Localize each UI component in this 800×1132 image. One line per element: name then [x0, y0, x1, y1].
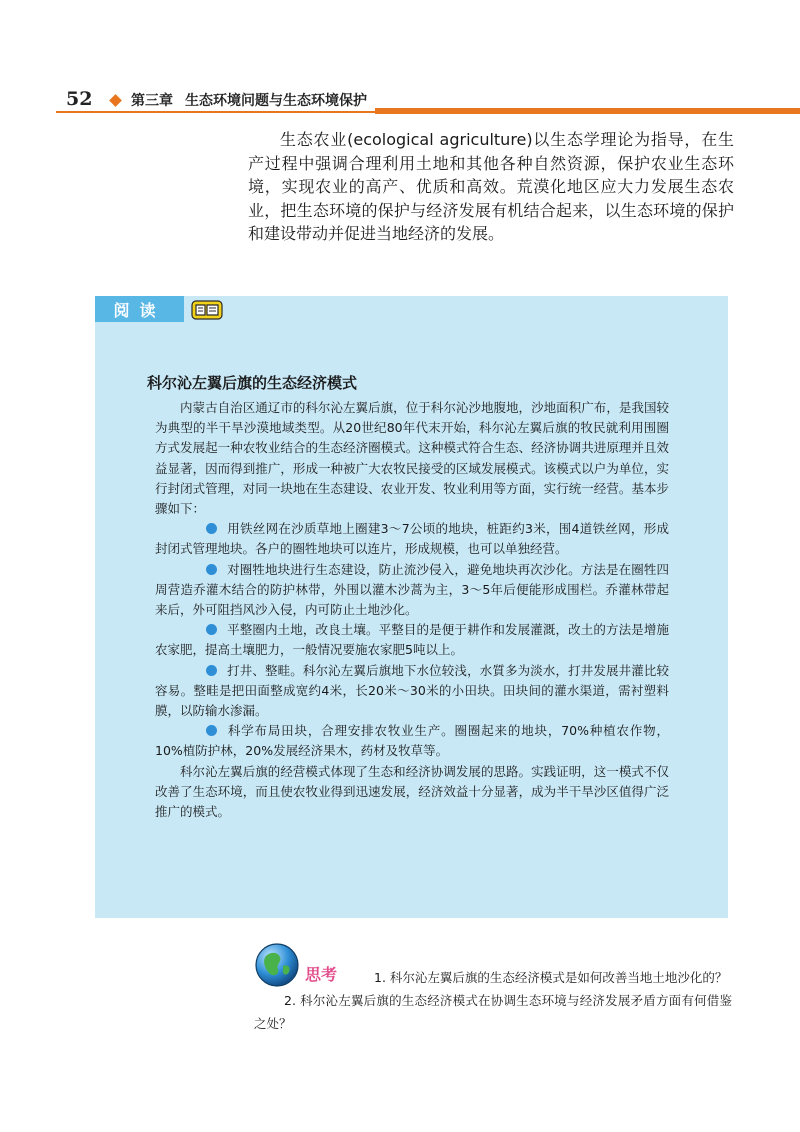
reading-body	[155, 398, 669, 822]
think-questions	[254, 966, 732, 1035]
list-item	[155, 721, 669, 761]
bullet-icon	[206, 624, 217, 635]
bullet-icon	[206, 564, 217, 575]
list-item-text: 打井、整畦。科尔沁左翼后旗地下水位较浅，水質多为淡水，打井发展井灌比较容易。整畦是把田面整成宽约4米，长20米～30米的小田块。田块间的灌水渠道，需衬塑料膜，以防输水渗漏。	[155, 662, 669, 719]
list-item-text: 对圈牲地块进行生态建设，防止流沙侵入，避免地块再次沙化。方法是在圈牲四周营造乔灌木结合的防护林带，外围以灌木沙蒿为主，3～5年后便能形成围栏。乔灌林带起来后，外可阻挡风沙入侵，内可防止土地沙化。	[155, 561, 669, 618]
diamond-icon	[109, 94, 122, 107]
list-item	[155, 661, 669, 722]
list-item-text: 用铁丝网在沙质草地上圈建3～7公顷的地块，桩距约3米，围4道铁丝网，形成封闭式管理地块。各户的圈牲地块可以连片，形成规模，也可以单独经营。	[155, 521, 669, 557]
reading-closing: 科尔沁左翼后旗的经营模式体现了生态和经济协调发展的思路。实践证明，这一模式不仅改善了生态环境，而且使农牧业得到迅速发展，经济效益十分显著，成为半干旱沙区值得广泛推广的模式。	[155, 763, 669, 820]
list-item-text: 科学布局田块，合理安排农牧业生产。圈圈起来的地块，70%种植农作物，10%植防护林，20%发展经济果木，药材及牧草等。	[155, 723, 669, 759]
list-item-text: 平整圈内土地，改良土壤。平整目的是便于耕作和发展灌溉，改土的方法是增施农家肥，提高土壤肥力，一般情况要施农家肥5吨以上。	[155, 622, 669, 658]
list-item	[155, 560, 669, 621]
reading-box	[95, 296, 728, 918]
bullet-icon	[206, 523, 217, 534]
page-header	[0, 0, 800, 120]
reading-tab: 阅读	[95, 296, 184, 322]
think-label: 思考	[305, 965, 338, 984]
question-item: 1. 科尔沁左翼后旗的生态经济模式是如何改善当地土地沙化的？	[374, 970, 728, 985]
chapter-heading	[131, 90, 367, 110]
question-item: 2. 科尔沁左翼后旗的生态经济模式在协调生态环境与经济发展矛盾方面有何借鉴之处？	[254, 993, 732, 1031]
reading-paragraph: 内蒙古自治区通辽市的科尔沁左翼后旗，位于科尔沁沙地腹地，沙地面积广布，是我国较为典型的半干旱沙漠地域类型。从20世纪80年代末开始，科尔沁左翼后旗的牧民就利用围圈方式发展起一种农牧业结合的生态经济圈模式。这种模式符合生态、经济协调共进原理并且效益显著，因而得到推广，形成一种被广大农牧民接受的区域发展模式。该模式以户为单位，实行封闭式管理，对同一块地在生态建设、农业开发、牧业利用等方面，实行统一经营。基本步骤如下：	[155, 400, 669, 517]
list-item	[155, 620, 669, 660]
bullet-icon	[206, 665, 217, 676]
chapter-title: 生态环境问题与生态环境保护	[185, 93, 367, 109]
reading-title: 科尔沁左翼后旗的生态经济模式	[147, 374, 358, 392]
bullet-icon	[206, 725, 217, 736]
chapter-number: 第三章	[131, 93, 173, 109]
intro-paragraph: 生态农业(ecological agriculture)以生态学理论为指导，在生产过程中强调合理利用土地和其他各种自然资源，保护农业生态环境，实现农业的高产、优质和高效。荒漠化地区应大力发展生态农业，把生态环境的保护与经济发展有机结合起来，以生态环境的保护和建设带动并促进当地经济的发展。	[248, 130, 734, 243]
list-item	[155, 519, 669, 559]
book-icon	[191, 300, 223, 320]
page-number: 52	[66, 88, 93, 110]
header-rule-accent	[375, 108, 800, 114]
